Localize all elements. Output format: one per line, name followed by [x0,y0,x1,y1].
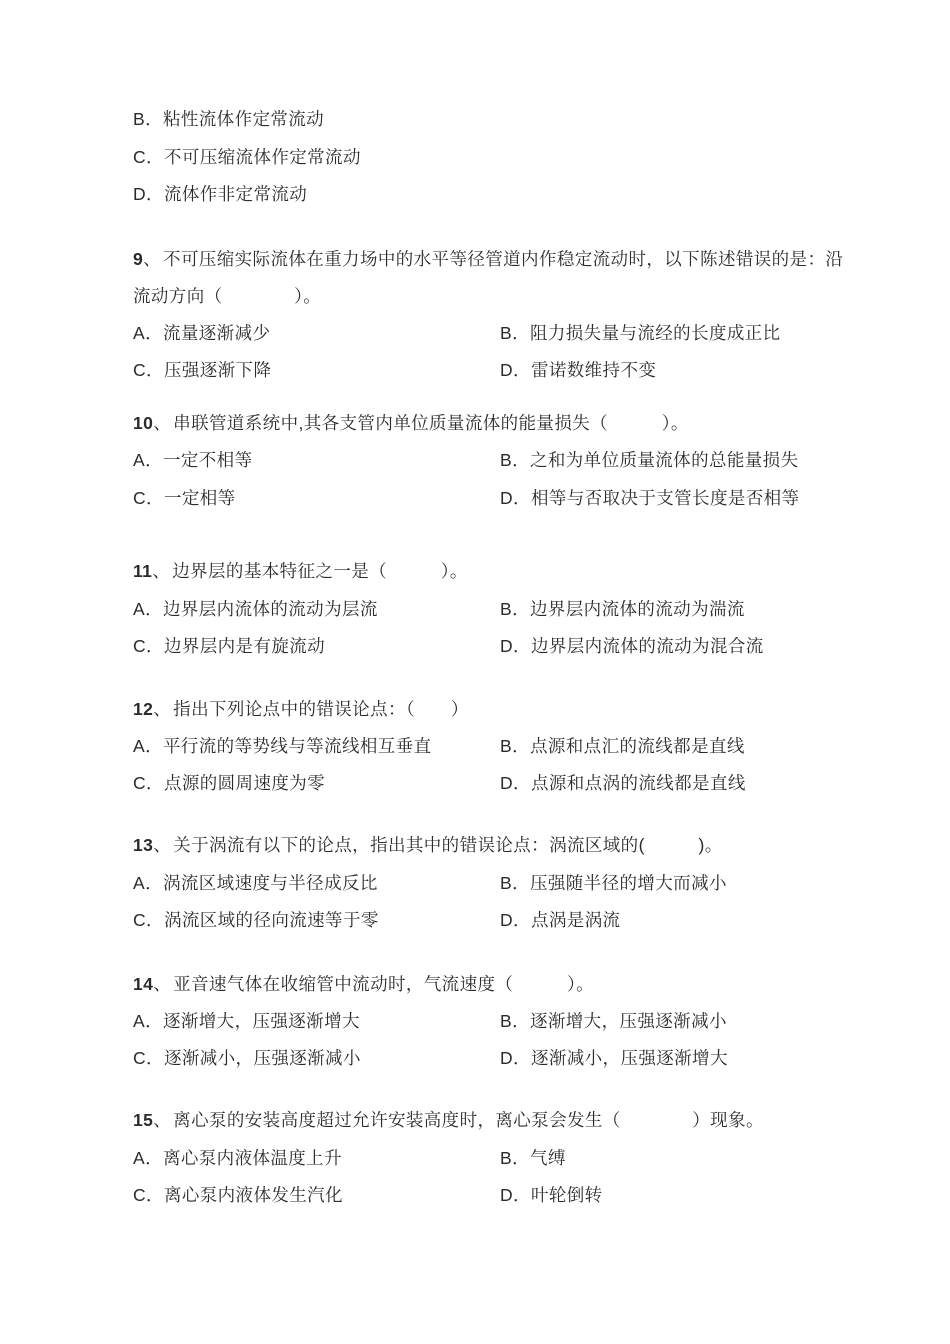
option-label: A． [133,1148,163,1168]
option-text: 离心泵内液体发生汽化 [163,1185,343,1205]
question-stem: 亚音速气体在收缩管中流动时，气流速度（ ）。 [173,974,595,994]
option-b [500,1010,923,1032]
question-11-options-row-2 [133,635,923,657]
option-d [500,1047,923,1069]
question-separator: 、 [153,699,172,719]
question-stem: 离心泵的安装高度超过允许安装高度时，离心泵会发生（ ）现象。 [173,1110,764,1130]
option-text: 粘性流体作定常流动 [162,109,325,129]
option-label: B． [133,109,163,129]
question-separator: 、 [153,974,172,994]
option-label: D． [500,910,531,930]
option-text: 逐渐减小，压强逐渐增大 [530,1048,728,1068]
question-12-stem [133,698,469,720]
option-label: A． [133,323,163,343]
option-text: 平行流的等势线与等流线相互垂直 [162,736,432,756]
question-9-options-row-2 [133,359,923,381]
option-label: C． [133,488,164,508]
question-10-options-row-1 [133,449,923,471]
option-text: 压强随半径的增大而减小 [529,873,727,893]
option-label: A． [133,599,163,619]
option-b [500,872,923,894]
question-13-options-row-1 [133,872,923,894]
option-a [133,1010,500,1032]
question-14-options-row-2 [133,1047,923,1069]
option-label: B． [500,450,530,470]
question-number: 11 [133,561,153,581]
option-d [500,772,923,794]
option-label: D． [500,488,531,508]
option-label: D． [500,360,531,380]
option-c [133,1047,500,1069]
question-number: 10 [133,413,154,433]
option-label: C． [133,1185,164,1205]
option-label: D． [500,1185,531,1205]
question-9-stem-line-1 [133,248,843,270]
question-9-stem-line-2 [133,285,321,307]
question-stem: 流动方向（ ）。 [133,286,322,306]
option-text: 逐渐增大，压强逐渐减小 [529,1011,727,1031]
option-line-b [133,108,324,130]
option-label: C． [133,147,164,167]
question-13-stem [133,834,723,856]
question-15-stem [133,1109,764,1131]
option-text: 压强逐渐下降 [163,360,272,380]
option-text: 逐渐增大，压强逐渐增大 [162,1011,360,1031]
option-d [500,487,923,509]
option-text: 阻力损失量与流经的长度成正比 [529,323,781,343]
option-c [133,772,500,794]
option-text: 逐渐减小，压强逐渐减小 [163,1048,361,1068]
question-number: 15 [133,1110,154,1130]
question-number: 9 [133,249,144,269]
question-separator: 、 [153,1110,172,1130]
option-text: 流量逐渐减少 [162,323,271,343]
question-10-stem [133,412,689,434]
option-line-d [133,183,307,205]
option-text: 离心泵内液体温度上升 [162,1148,342,1168]
option-label: C． [133,360,164,380]
question-12-options-row-2 [133,772,923,794]
option-text: 点涡是涡流 [530,910,621,930]
option-label: D． [500,773,531,793]
option-d [500,909,923,931]
option-text: 涡流区域速度与半径成反比 [162,873,378,893]
option-text: 点源的圆周速度为零 [163,773,326,793]
question-stem: 不可压缩实际流体在重力场中的水平等径管道内作稳定流动时，以下陈述错误的是：沿 [163,249,844,269]
option-text: 雷诺数维持不变 [530,360,657,380]
question-13-options-row-2 [133,909,923,931]
option-label: B． [500,323,530,343]
option-text: 相等与否取决于支管长度是否相等 [530,488,800,508]
option-b [500,449,923,471]
option-label: C． [133,910,164,930]
option-b [500,735,923,757]
option-text: 叶轮倒转 [530,1185,603,1205]
option-text: 流体作非定常流动 [163,184,308,204]
option-text: 涡流区域的径向流速等于零 [163,910,379,930]
question-9-options-row-1 [133,322,923,344]
option-d [500,359,923,381]
option-c [133,635,500,657]
option-text: 点源和点汇的流线都是直线 [529,736,745,756]
question-separator: 、 [143,249,162,269]
option-text: 边界层内流体的流动为湍流 [529,599,745,619]
option-label: B． [500,736,530,756]
question-14-stem [133,973,594,995]
option-d [500,635,923,657]
option-text: 边界层内是有旋流动 [163,636,326,656]
option-text: 一定相等 [163,488,236,508]
option-a [133,872,500,894]
option-c [133,359,500,381]
question-number: 12 [133,699,154,719]
question-11-stem [133,560,468,582]
option-b [500,322,923,344]
option-label: C． [133,773,164,793]
question-15-options-row-1 [133,1147,923,1169]
option-text: 之和为单位质量流体的总能量损失 [529,450,799,470]
question-separator: 、 [153,835,172,855]
option-label: A． [133,736,163,756]
question-10-options-row-2 [133,487,923,509]
option-label: D． [500,1048,531,1068]
option-a [133,322,500,344]
option-label: D． [500,636,531,656]
option-c [133,909,500,931]
question-15-options-row-2 [133,1184,923,1206]
option-d [500,1184,923,1206]
question-stem: 指出下列论点中的错误论点：（ ） [173,699,469,719]
option-a [133,598,500,620]
option-c [133,1184,500,1206]
option-a [133,735,500,757]
option-b [500,598,923,620]
option-b [500,1147,923,1169]
question-number: 13 [133,835,154,855]
option-text: 边界层内流体的流动为混合流 [530,636,764,656]
option-text: 不可压缩流体作定常流动 [163,147,361,167]
question-stem: 关于涡流有以下的论点，指出其中的错误论点：涡流区域的( )。 [173,835,723,855]
option-label: B． [500,1148,530,1168]
question-12-options-row-1 [133,735,923,757]
option-label: C． [133,1048,164,1068]
option-line-c [133,146,361,168]
option-label: B． [500,1011,530,1031]
question-number: 14 [133,974,154,994]
option-label: B． [500,873,530,893]
option-label: A． [133,873,163,893]
option-text: 一定不相等 [162,450,253,470]
option-label: A． [133,450,163,470]
option-text: 气缚 [529,1148,566,1168]
option-label: D． [133,184,164,204]
option-text: 边界层内流体的流动为层流 [162,599,378,619]
option-label: B． [500,599,530,619]
option-c [133,487,500,509]
option-label: A． [133,1011,163,1031]
question-separator: 、 [152,561,171,581]
question-separator: 、 [153,413,172,433]
question-stem: 串联管道系统中,其各支管内单位质量流体的能量损失（ ）。 [173,413,689,433]
question-stem: 边界层的基本特征之一是（ ）。 [172,561,468,581]
question-11-options-row-1 [133,598,923,620]
option-text: 点源和点涡的流线都是直线 [530,773,746,793]
option-a [133,449,500,471]
option-label: C． [133,636,164,656]
question-14-options-row-1 [133,1010,923,1032]
option-a [133,1147,500,1169]
